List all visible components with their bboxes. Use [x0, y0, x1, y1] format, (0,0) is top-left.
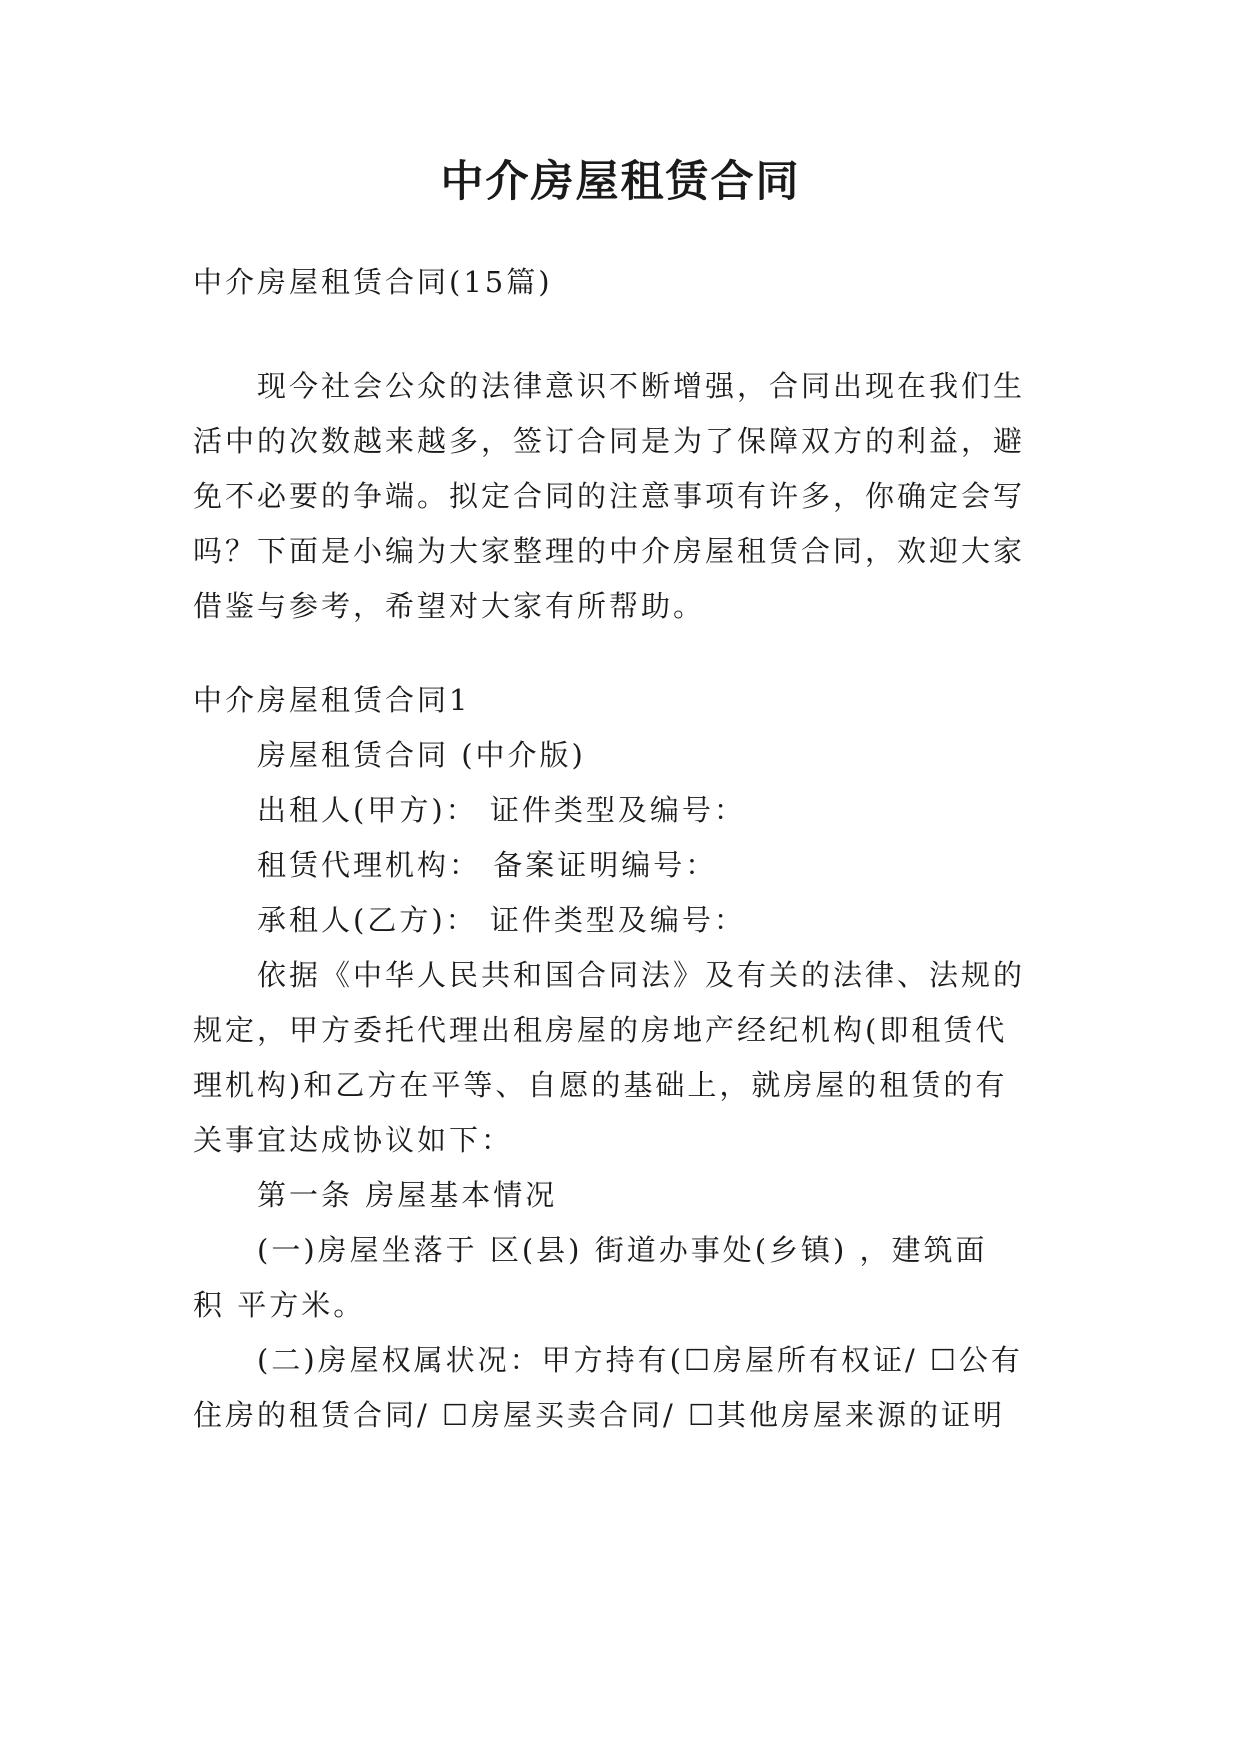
intro-line: 免不必要的争端。拟定合同的注意事项有许多，你确定会写	[193, 479, 1026, 513]
document-subtitle: 中介房屋租赁合同(15篇)	[193, 265, 553, 299]
party-a-line: 出租人(甲方)： 证件类型及编号：	[257, 793, 746, 827]
party-b-line: 承租人(乙方)： 证件类型及编号：	[257, 903, 746, 937]
basis-line: 理机构)和乙方在平等、自愿的基础上，就房屋的租赁的有	[193, 1068, 1008, 1102]
basis-line: 关事宜达成协议如下：	[193, 1123, 514, 1157]
article-item-line: (二)房屋权属状况：甲方持有(☐房屋所有权证/ ☐公有	[257, 1343, 1023, 1377]
document-title: 中介房屋租赁合同	[440, 157, 801, 207]
contract-name: 房屋租赁合同 (中介版)	[257, 738, 586, 772]
article-title: 第一条 房屋基本情况	[257, 1178, 558, 1212]
basis-line: 规定，甲方委托代理出租房屋的房地产经纪机构(即租赁代	[193, 1013, 1008, 1047]
intro-line: 吗？下面是小编为大家整理的中介房屋租赁合同，欢迎大家	[193, 534, 1026, 568]
agency-line: 租赁代理机构： 备案证明编号：	[257, 848, 718, 882]
section-heading: 中介房屋租赁合同1	[193, 683, 471, 717]
article-item-line: 积 平方米。	[193, 1288, 366, 1322]
intro-line: 借鉴与参考，希望对大家有所帮助。	[193, 589, 706, 623]
article-item-line: (一)房屋坐落于 区(县) 街道办事处(乡镇) ，建筑面	[257, 1233, 988, 1267]
intro-line: 现今社会公众的法律意识不断增强，合同出现在我们生	[257, 369, 1026, 403]
basis-line: 依据《中华人民共和国合同法》及有关的法律、法规的	[257, 958, 1026, 992]
intro-line: 活中的次数越来越多，签订合同是为了保障双方的利益，避	[193, 424, 1026, 458]
article-item-line: 住房的租赁合同/ ☐房屋买卖合同/ ☐其他房屋来源的证明	[193, 1398, 1005, 1432]
